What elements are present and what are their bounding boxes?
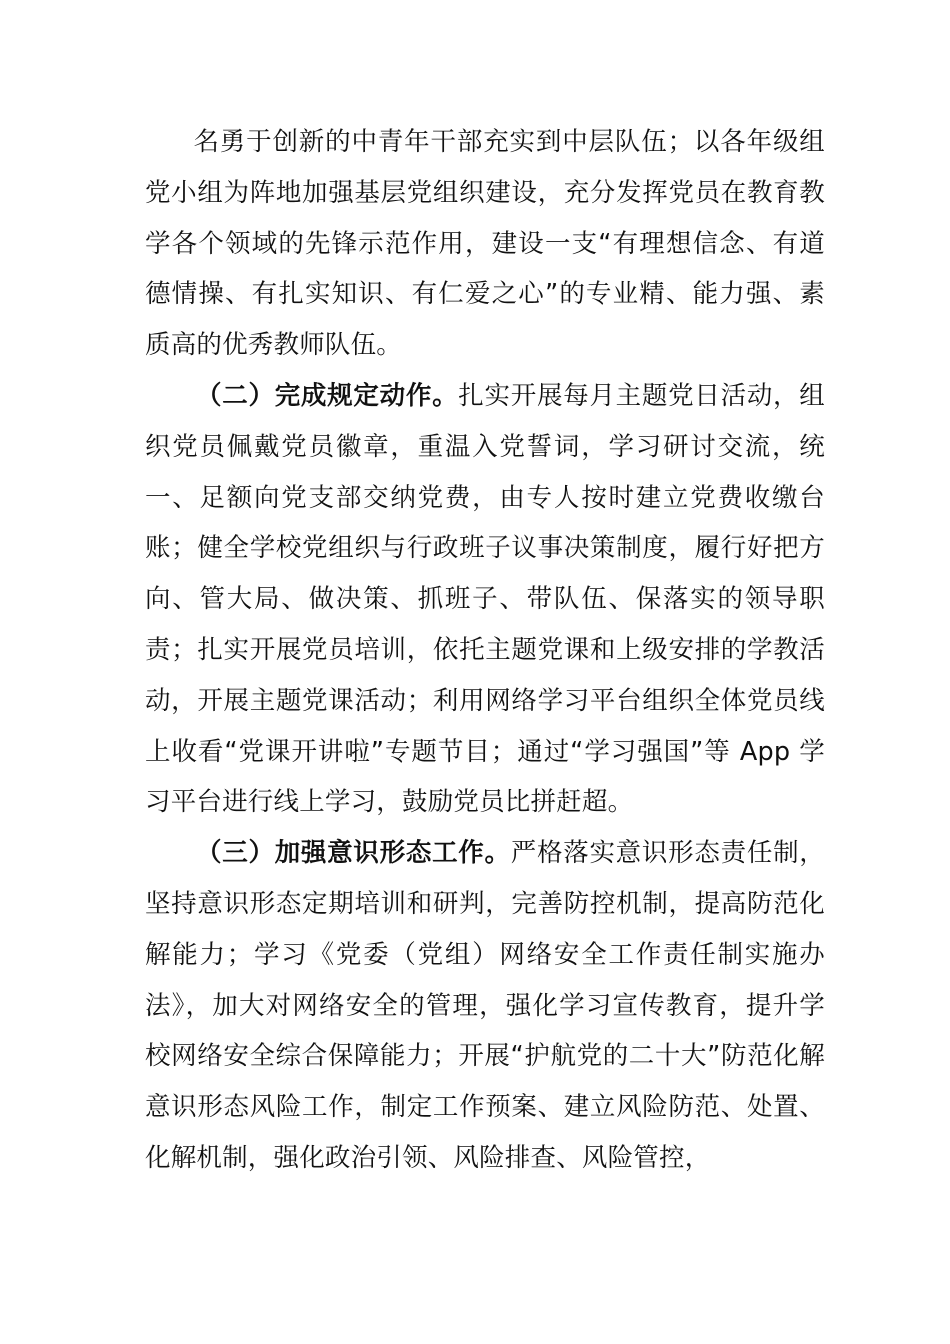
section-heading: （三）加强意识形态工作。 xyxy=(196,838,511,869)
document-body xyxy=(145,117,825,1184)
section-heading: （二）完成规定动作。 xyxy=(196,380,459,411)
paragraph-section-2 xyxy=(145,371,825,828)
paragraph-text: 扎实开展每月主题党日活动，组织党员佩戴党员徽章，重温入党誓词，学习研讨交流，统一、足额向党支部交纳党费，由专人按时建立党费收缴台账；健全学校党组织与行政班子议事决策制度，履行好把方向、管大局、做决策、抓班子、带队伍、保落实的领导职责；扎实开展党员培训，依托主题党课和上级安排的学教活动，开展主题党课活动；利用网络学习平台组织全体党员线上收看“党课开讲啦”专题节目；通过“学习强国”等 App 学习平台进行线上学习，鼓励党员比拼赶超。 xyxy=(145,380,825,818)
paragraph-text: 严格落实意识形态责任制，坚持意识形态定期培训和研判，完善防控机制，提高防范化解能力；学习《党委（党组）网络安全工作责任制实施办法》，加大对网络安全的管理，强化学习宣传教育，提升学校网络安全综合保障能力；开展“护航党的二十大”防范化解意识形态风险工作，制定工作预案、建立风险防范、处置、化解机制，强化政治引领、风险排查、风险管控， xyxy=(145,838,825,1173)
paragraph-section-3 xyxy=(145,828,825,1184)
paragraph-continued xyxy=(145,117,825,371)
paragraph-text: 名勇于创新的中青年干部充实到中层队伍；以各年级组党小组为阵地加强基层党组织建设，充分发挥党员在教育教学各个领域的先锋示范作用，建设一支“有理想信念、有道德情操、有扎实知识、有仁爱之心”的专业精、能力强、素质高的优秀教师队伍。 xyxy=(145,127,825,361)
